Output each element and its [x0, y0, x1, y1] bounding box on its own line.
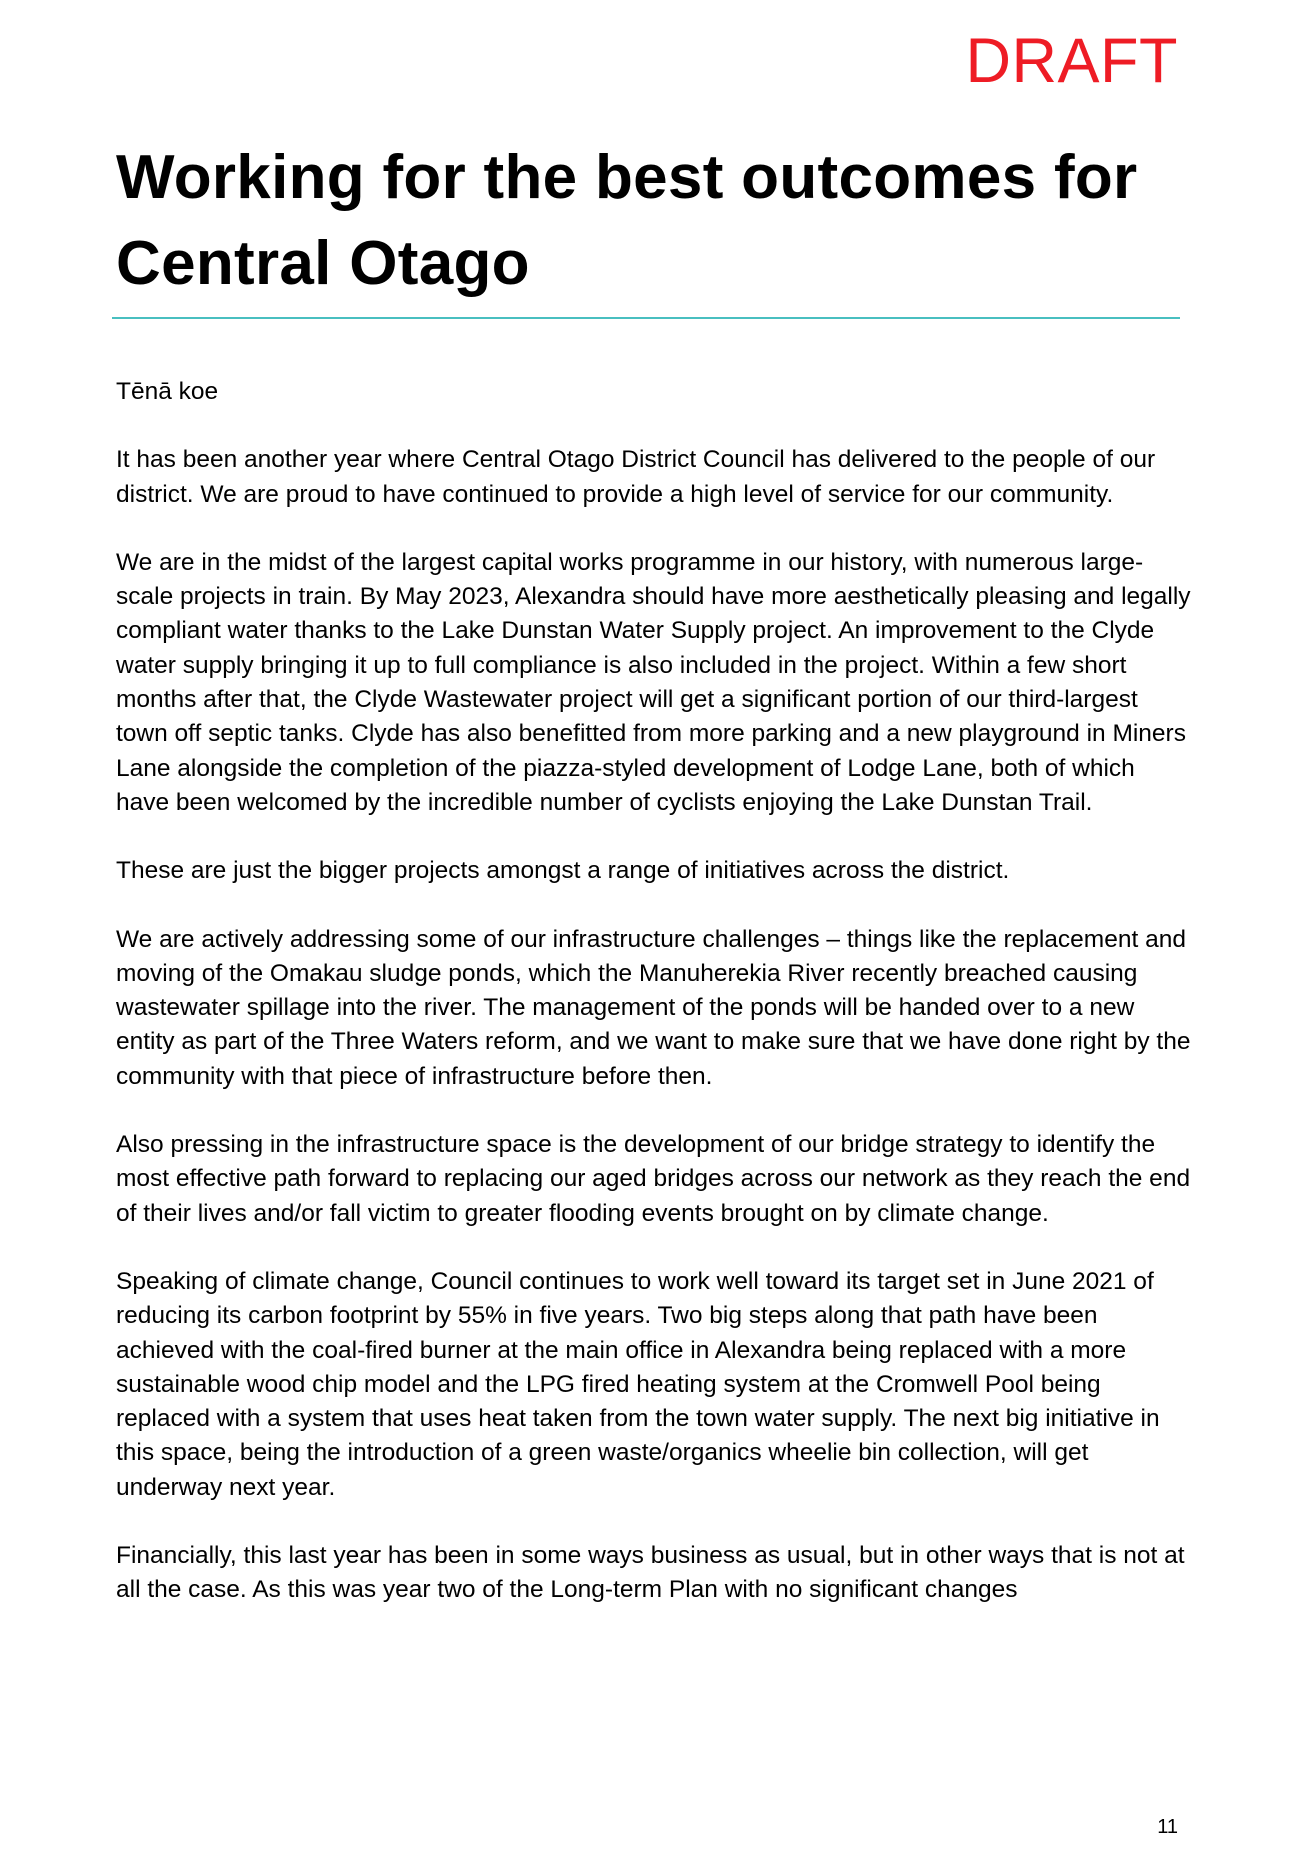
paragraph: These are just the bigger projects amongst a range of initiatives across the district.	[116, 857, 1010, 885]
paragraph: Speaking of climate change, Council continues to work well toward its target set in June 2021 of reducing its carbon footprint by 55% in five years. Two big steps along that path have been achieved with the coal-fired burner at the main office in Alexandra being replaced with a more sustainable wood chip model and the LPG fired heating system at the Cromwell Pool being replaced with a system that uses heat taken from the town water supply. The next big initiative in this space, being the introduction of a green waste/organics wheelie bin collection, will get underway next year.	[116, 1267, 1160, 1501]
paragraph: We are in the midst of the largest capital works programme in our history, with numerous large-scale projects in train. By May 2023, Alexandra should have more aesthetically pleasing and legally compliant water thanks to the Lake Dunstan Water Supply project. An improvement to the Clyde water supply bringing it up to full compliance is also included in the project. Within a few short months after that, the Clyde Wastewater project will get a significant portion of our third-largest town off septic tanks. Clyde has also benefitted from more parking and a new playground in Miners Lane alongside the completion of the piazza-styled development of Lodge Lane, both of which have been welcomed by the incredible number of cyclists enjoying the Lake Dunstan Trail.	[116, 548, 1191, 816]
paragraph: It has been another year where Central Otago District Council has delivered to the people of our district. We are proud to have continued to provide a high level of service for our community.	[116, 446, 1156, 508]
title-divider	[112, 317, 1180, 319]
draft-watermark: DRAFT	[965, 26, 1178, 96]
paragraph: Also pressing in the infrastructure space is the development of our bridge strategy to identify the most effective path forward to replacing our aged bridges across our network as they reach the end of their lives and/or fall victim to greater flooding events brought on by climate change.	[116, 1131, 1191, 1227]
paragraph-greeting: Tēnā koe	[116, 378, 219, 405]
body-text	[116, 375, 1191, 1642]
page-number: 11	[1157, 1816, 1178, 1838]
paragraph: We are actively addressing some of our infrastructure challenges – things like the replacement and moving of the Omakau sludge ponds, which the Manuherekia River recently breached causing wastewater spillage into the river. The management of the ponds will be handed over to a new entity as part of the Three Waters reform, and we want to make sure that we have done right by the community with that piece of infrastructure before then.	[116, 925, 1191, 1090]
paragraph: Financially, this last year has been in some ways business as usual, but in other ways that is not at all the case. As this was year two of the Long-term Plan with no significant changes	[116, 1542, 1185, 1604]
page-title: Working for the best outcomes for Central Otago	[116, 143, 1138, 298]
